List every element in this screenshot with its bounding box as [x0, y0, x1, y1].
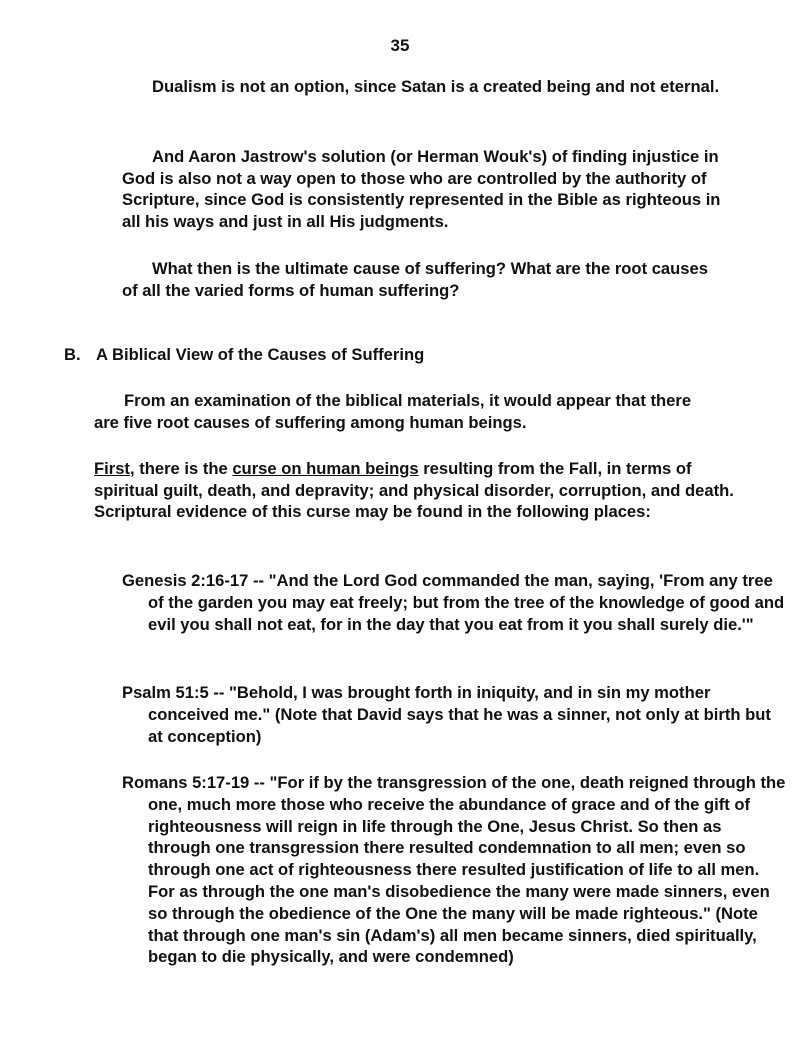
verse-text: -- "For if by the transgression of the one, death reigned through the one, much more those who receive the abundance of grace and of the gift of righteousness will reign in life through the One, Jesus Christ. So then as through one transgression there resulted condemnation to all men; even so through one act of righteousness there resulted justification of life to all men. For as through the one man's disobedience the many were made sinners, even so through the obedience of the One the many will be made righteous." (Note that through one man's sin (Adam's) all men became sinners, died spiritually, began to die physically, and were condemned) — [148, 773, 786, 967]
verse-psalm — [122, 682, 788, 747]
paragraph-dualism: Dualism is not an option, since Satan is a created being and not eternal. — [152, 77, 720, 96]
first-cause-text-a: , there is the — [129, 459, 233, 478]
verse-reference: Psalm 51:5 — [122, 683, 209, 702]
verse-reference: Genesis 2:16-17 — [122, 571, 249, 590]
first-cause-underlined: curse on human beings — [232, 459, 419, 478]
paragraph-question: What then is the ultimate cause of suffering? What are the root causes of all the varied forms of human suffering? — [122, 259, 708, 300]
section-marker: B. — [64, 345, 81, 364]
paragraph-intro: From an examination of the biblical materials, it would appear that there are five root causes of suffering among human beings. — [94, 391, 692, 432]
section-title: A Biblical View of the Causes of Suffering — [96, 345, 425, 364]
verse-text: -- "Behold, I was brought forth in iniquity, and in sin my mother conceived me." (Note that David says that he was a sinner, not only at birth but at conception) — [148, 683, 771, 746]
paragraph-jastrow: And Aaron Jastrow's solution (or Herman Wouk's) of finding injustice in God is also not a way open to those who are controlled by the authority of Scripture, since God is consistently represented in the Bible as righteous in all his ways and just in all His judgments. — [122, 147, 721, 231]
paragraph-first-cause — [94, 458, 744, 523]
verse-genesis — [122, 570, 788, 635]
section-heading — [64, 344, 424, 366]
verse-text: -- "And the Lord God commanded the man, saying, 'From any tree of the garden you may eat freely; but from the tree of the knowledge of good and evil you shall not eat, for in the day that you eat from it you shall surely die.'" — [148, 571, 785, 634]
verse-romans — [122, 772, 788, 968]
verse-reference: Romans 5:17-19 — [122, 773, 250, 792]
page-number: 35 — [390, 36, 410, 55]
first-label: First — [94, 459, 130, 478]
first-cause-text-b: resulting from the Fall, in terms of spiritual guilt, death, and depravity; and physical disorder, corruption, and death. Scriptural evidence of this curse may be found in the following places: — [94, 459, 734, 521]
